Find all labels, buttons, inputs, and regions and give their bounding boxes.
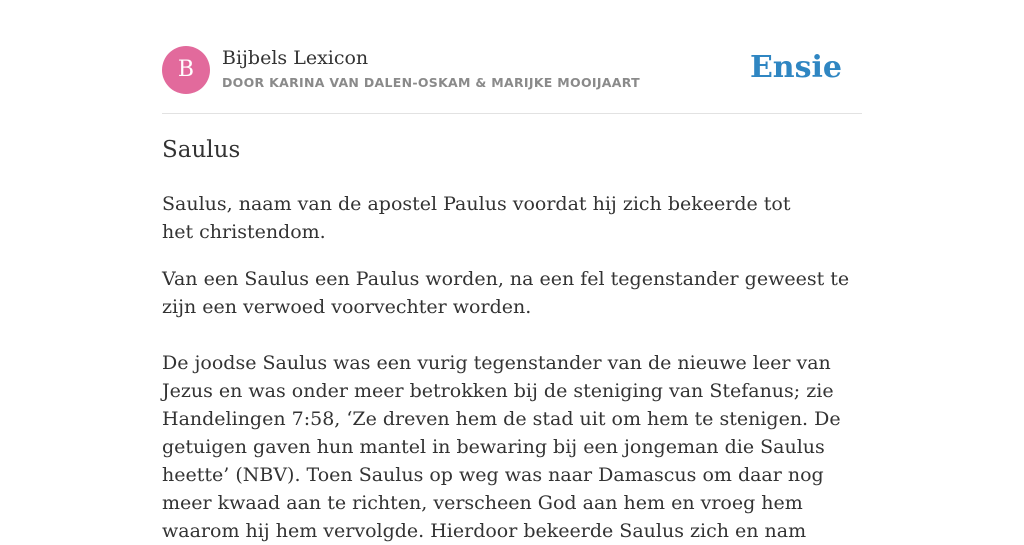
- entry-paragraph: Van een Saulus een Paulus worden, na een fel tegenstander geweest te zijn een verwoed voorvechter worden.: [162, 268, 850, 318]
- entry-paragraph: De joodse Saulus was een vurig tegenstander van de nieuwe leer van Jezus en was onder meer betrokken bij de steniging van Stefanus; zie Handelingen 7:58, ‘Ze dreven hem de stad uit om hem te stenigen. De getuigen gaven hun mantel in bewaring bij een jongeman die Saulus heette’ (NBV). Toen Saulus op weg was naar Damascus om daar nog meer kwaad aan te richten, verscheen God aan hem en vroeg hem waarom hij hem vervolgde. Hierdoor bekeerde Saulus zich en nam: [162, 352, 841, 542]
- book-authors: DOOR KARINA VAN DALEN-OSKAM & MARIJKE MOOIJAART: [222, 75, 640, 90]
- entry-title: Saulus: [162, 137, 241, 163]
- entry-paragraph: Saulus, naam van de apostel Paulus voordat hij zich bekeerde tot het christendom.: [162, 193, 791, 243]
- book-header: [162, 46, 862, 96]
- book-avatar[interactable]: B: [162, 46, 210, 94]
- book-title-link[interactable]: Bijbels Lexicon: [222, 47, 369, 69]
- ensie-logo-link[interactable]: Ensie: [749, 50, 842, 85]
- header-divider: [162, 113, 862, 114]
